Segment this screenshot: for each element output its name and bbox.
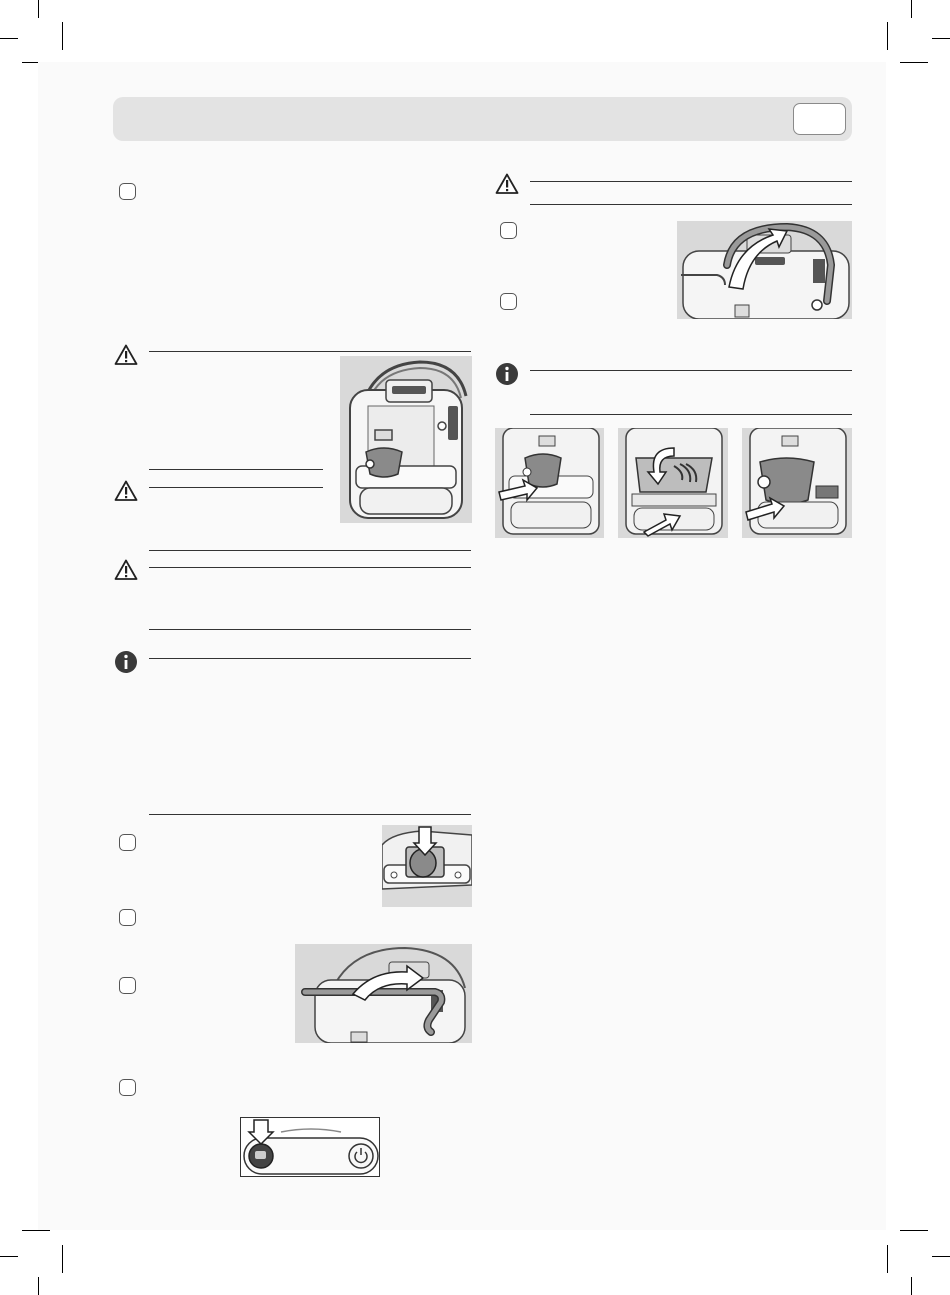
drip-tray-cup-removal-illustration xyxy=(495,428,604,538)
page-number-tab xyxy=(793,103,846,135)
drip-tray-drawing-2 xyxy=(618,428,728,538)
section-rule xyxy=(530,181,852,182)
step-checkbox-icon xyxy=(500,222,517,239)
control-panel-buttons-illustration xyxy=(240,1117,380,1177)
section-rule xyxy=(149,351,471,352)
section-header-bar xyxy=(113,97,852,141)
warning-triangle-icon xyxy=(114,344,138,366)
coffee-machine-with-cup-illustration xyxy=(340,356,472,523)
coffee-machine-drawing xyxy=(340,356,472,523)
section-rule xyxy=(149,487,323,488)
capsule-insertion-illustration xyxy=(382,825,472,907)
crop-mark xyxy=(887,1245,888,1273)
section-rule xyxy=(530,204,852,205)
step-checkbox-icon xyxy=(119,834,136,851)
info-circle-icon xyxy=(495,362,519,386)
crop-mark xyxy=(887,22,888,50)
handle-lowered-drawing xyxy=(295,944,472,1043)
section-rule xyxy=(149,629,471,630)
crop-mark xyxy=(22,1230,50,1231)
handle-lowered-illustration xyxy=(295,944,472,1043)
crop-mark xyxy=(62,1245,63,1273)
section-rule xyxy=(149,567,471,568)
info-circle-icon xyxy=(114,650,138,674)
step-checkbox-icon xyxy=(119,909,136,926)
step-checkbox-icon xyxy=(500,293,517,310)
drip-tray-drawing-1 xyxy=(495,428,604,538)
section-rule xyxy=(149,469,323,470)
drip-tray-drawing-3 xyxy=(742,428,852,538)
section-rule xyxy=(149,550,471,551)
crop-mark xyxy=(0,1256,18,1257)
crop-mark xyxy=(38,0,39,18)
section-rule xyxy=(149,814,471,815)
warning-triangle-icon xyxy=(495,173,519,195)
capsule-drawing xyxy=(382,825,472,907)
crop-mark xyxy=(900,62,928,63)
control-panel-drawing xyxy=(241,1118,380,1177)
step-checkbox-icon xyxy=(119,183,136,200)
crop-mark xyxy=(911,0,912,18)
crop-mark xyxy=(932,1256,950,1257)
section-rule xyxy=(149,658,471,659)
drip-tray-grid-removal-illustration xyxy=(618,428,728,538)
section-rule xyxy=(530,370,852,371)
crop-mark xyxy=(900,1230,928,1231)
coffee-machine-handle-raised-illustration xyxy=(677,221,852,319)
step-checkbox-icon xyxy=(119,977,136,994)
drip-tray-cup-insertion-illustration xyxy=(742,428,852,538)
crop-mark xyxy=(932,38,950,39)
crop-mark xyxy=(0,38,18,39)
warning-triangle-icon xyxy=(114,480,138,502)
crop-mark xyxy=(62,22,63,50)
crop-mark xyxy=(911,1277,912,1295)
handle-raised-drawing xyxy=(677,221,852,319)
crop-mark xyxy=(38,1277,39,1295)
step-checkbox-icon xyxy=(119,1079,136,1096)
section-rule xyxy=(530,414,852,415)
warning-triangle-icon xyxy=(114,559,138,581)
